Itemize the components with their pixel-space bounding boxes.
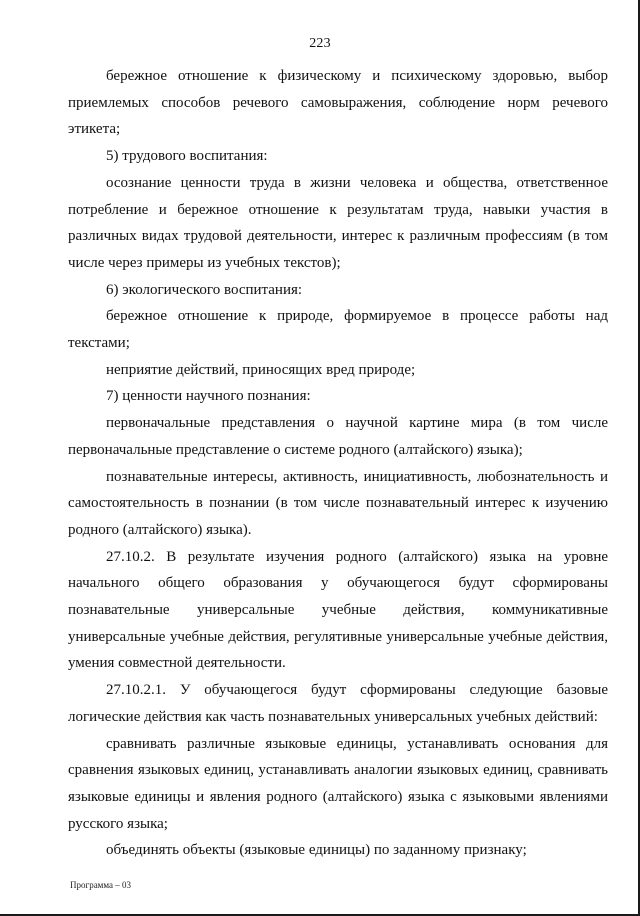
paragraph: осознание ценности труда в жизни человека и общества, ответственное потребление и бережное отношение к результатам труда, навыки участия в различных видах трудовой деятельности, интерес к различным профессиям (в том числе через примеры из учебных текстов); — [68, 174, 608, 271]
paragraph: неприятие действий, приносящих вред природе; — [106, 361, 416, 378]
footer-program-label: Программа – 03 — [70, 880, 132, 890]
paragraph: сравнивать различные языковые единицы, устанавливать основания для сравнения языковых единиц, устанавливать аналогии языковых единиц, сравнивать языковые единицы и явления родного (алтайского) языка с языковыми явлениями русского языка; — [68, 735, 608, 832]
paragraph: бережное отношение к природе, формируемое в процессе работы над текстами; — [68, 308, 608, 352]
paragraph: 27.10.2. В результате изучения родного (алтайского) языка на уровне начального общего образования у обучающегося будут сформированы познавательные универсальные учебные действия, коммуникативные универсальные учебные действия, регулятивные универсальные учебные действия, умения совместной деятельности. — [68, 548, 608, 672]
page-number: 223 — [309, 36, 331, 51]
paragraph: 6) экологического воспитания: — [106, 281, 303, 298]
paragraph: 5) трудового воспитания: — [106, 148, 268, 165]
paragraph: 27.10.2.1. У обучающегося будут сформированы следующие базовые логические действия как часть познавательных универсальных учебных действий: — [68, 682, 608, 725]
paragraph: объединять объекты (языковые единицы) по заданному признаку; — [106, 842, 527, 859]
paragraph: первоначальные представления о научной картине мира (в том числе первоначальные представление о системе родного (алтайского) языка); — [68, 415, 608, 458]
paragraph: бережное отношение к физическому и психическому здоровью, выбор приемлемых способов речевого самовыражения, соблюдение норм речевого этикета; — [68, 68, 608, 138]
paragraph: 7) ценности научного познания: — [106, 388, 311, 405]
body-text — [68, 63, 608, 864]
paragraph: познавательные интересы, активность, инициативность, любознательность и самостоятельность в познании (в том числе познавательный интерес к изучению родного (алтайского) языка). — [68, 468, 608, 538]
